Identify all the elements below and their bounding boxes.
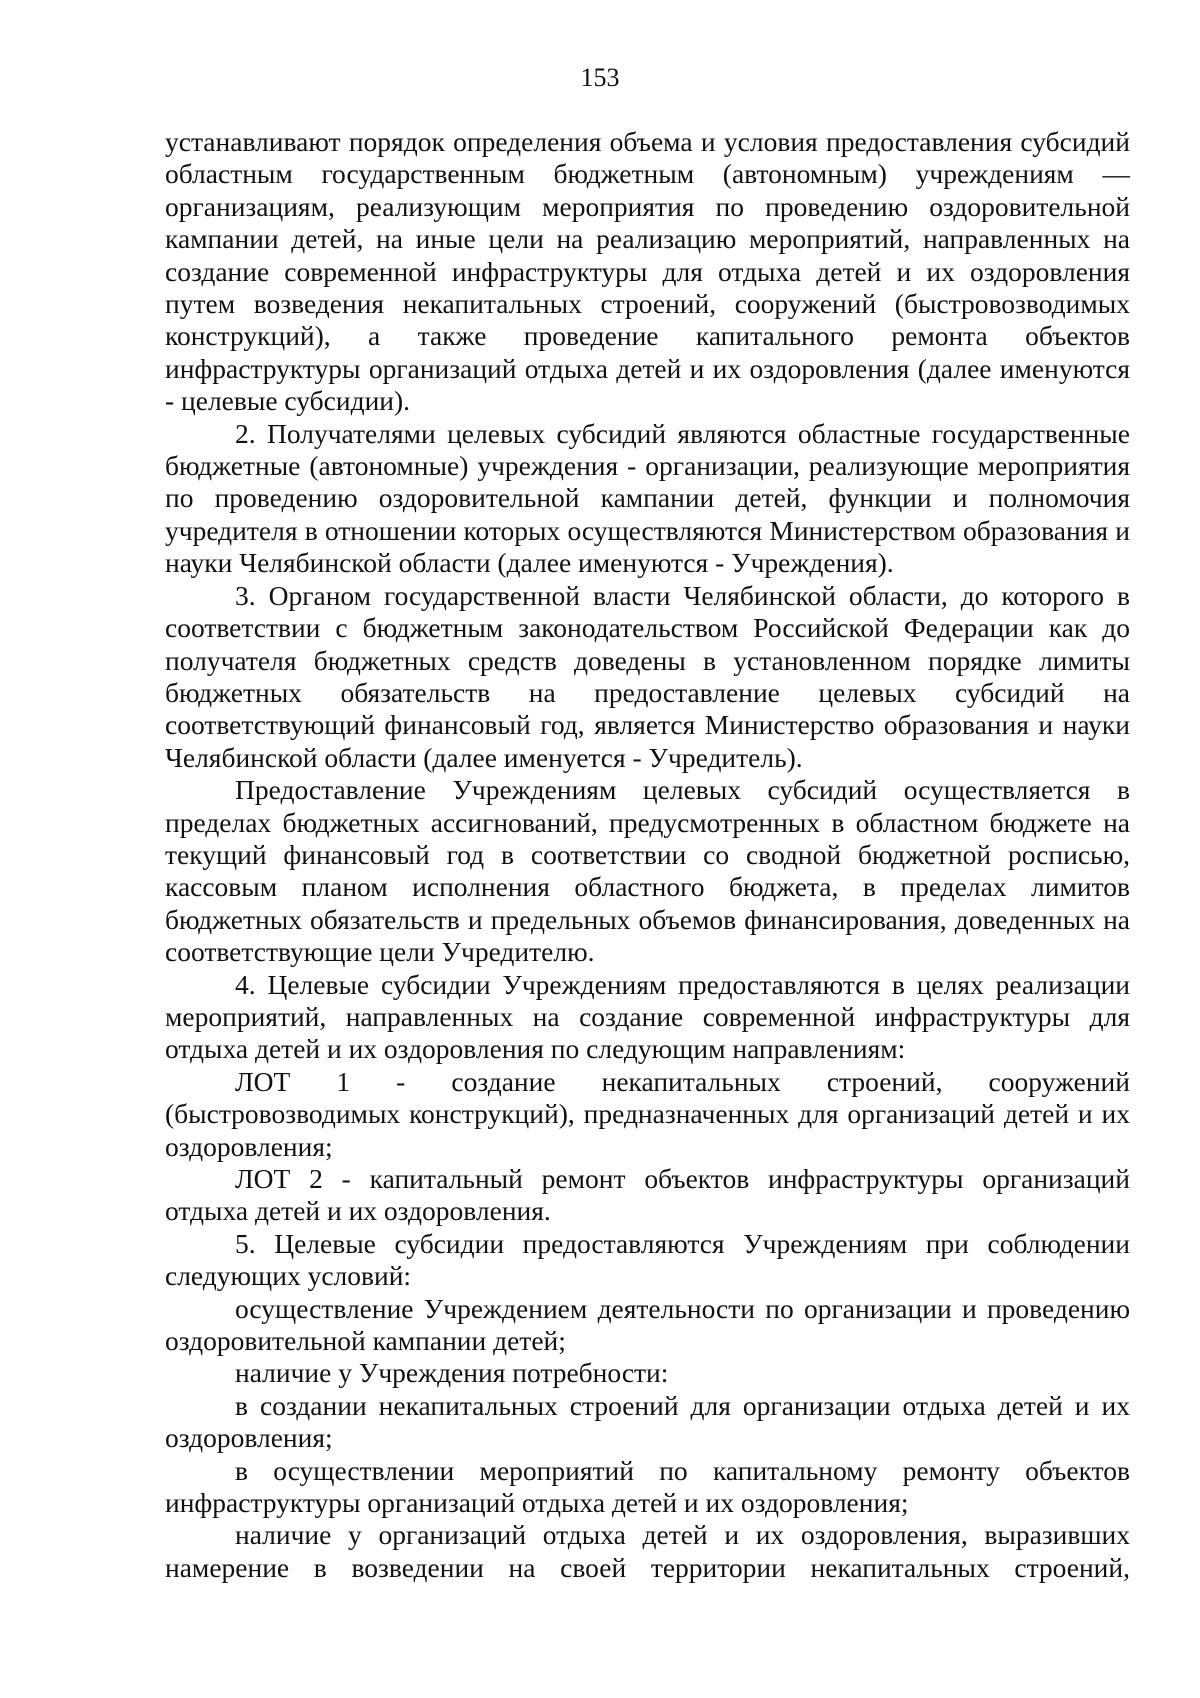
- page-number: 153: [580, 63, 620, 92]
- condition-intent: наличие у организаций отдыха детей и их оздоровления, выразивших намерение в возведении на своей территории некапитальных строений,: [165, 1519, 1130, 1583]
- condition-need: наличие у Учреждения потребности:: [235, 1357, 669, 1389]
- paragraph-5-conditions: 5. Целевые субсидии предоставляются Учреждениям при соблюдении следующих условий:: [165, 1227, 1130, 1292]
- need-repair: в осуществлении мероприятий по капитальному ремонту объектов инфраструктуры организаций отдыха детей и их оздоровления;: [165, 1454, 1130, 1519]
- document-body: [165, 126, 1130, 1584]
- paragraph-3-authority: 3. Органом государственной власти Челябинской области, до которого в соответствии с бюджетным законодательством Российской Федерации как до получателя бюджетных средств доведены в установленном порядке лимиты бюджетных обязательств на предоставление целевых субсидий на соответствующий финансовый год, является Министерство образования и науки Челябинской области (далее именуется - Учредитель).: [165, 579, 1130, 773]
- paragraph-4-purposes: 4. Целевые субсидии Учреждениям предоставляются в целях реализации мероприятий, направленных на создание современной инфраструктуры для отдыха детей и их оздоровления по следующим направлениям:: [165, 968, 1130, 1065]
- paragraph-lot-2: ЛОТ 2 - капитальный ремонт объектов инфраструктуры организаций отдыха детей и их оздоровления.: [165, 1163, 1130, 1227]
- paragraph-purpose: устанавливают порядок определения объема и условия предоставления субсидий областным государственным бюджетным (автономным) учреждениям — организациям, реализующим мероприятия по проведению оздоровительной кампании детей, на иные цели на реализацию мероприятий, направленных на создание современной инфраструктуры для отдыха детей и их оздоровления путем возведения некапитальных строений, сооружений (быстровозводимых конструкций), а также проведение капитального ремонта объектов инфраструктуры организаций отдыха детей и их оздоровления (далее именуются - целевые субсидии).: [165, 126, 1130, 417]
- condition-activity: осуществление Учреждением деятельности по организации и проведению оздоровительной кампании детей;: [165, 1292, 1130, 1357]
- need-structures: в создании некапитальных строений для организации отдыха детей и их оздоровления;: [165, 1389, 1130, 1454]
- paragraph-funding-limits: Предоставление Учреждениям целевых субсидий осуществляется в пределах бюджетных ассигнований, предусмотренных в областном бюджете на текущий финансовый год в соответствии со сводной бюджетной росписью, кассовым планом исполнения областного бюджета, в пределах лимитов бюджетных обязательств и предельных объемов финансирования, доведенных на соответствующие цели Учредителю.: [165, 774, 1130, 968]
- paragraph-lot-1: ЛОТ 1 - создание некапитальных строений, сооружений (быстровозводимых конструкций), предназначенных для организаций детей и их оздоровления;: [165, 1065, 1130, 1162]
- paragraph-2-recipients: 2. Получателями целевых субсидий являются областные государственные бюджетные (автономные) учреждения - организации, реализующие мероприятия по проведению оздоровительной кампании детей, функции и полномочия учредителя в отношении которых осуществляются Министерством образования и науки Челябинской области (далее именуются - Учреждения).: [165, 417, 1130, 579]
